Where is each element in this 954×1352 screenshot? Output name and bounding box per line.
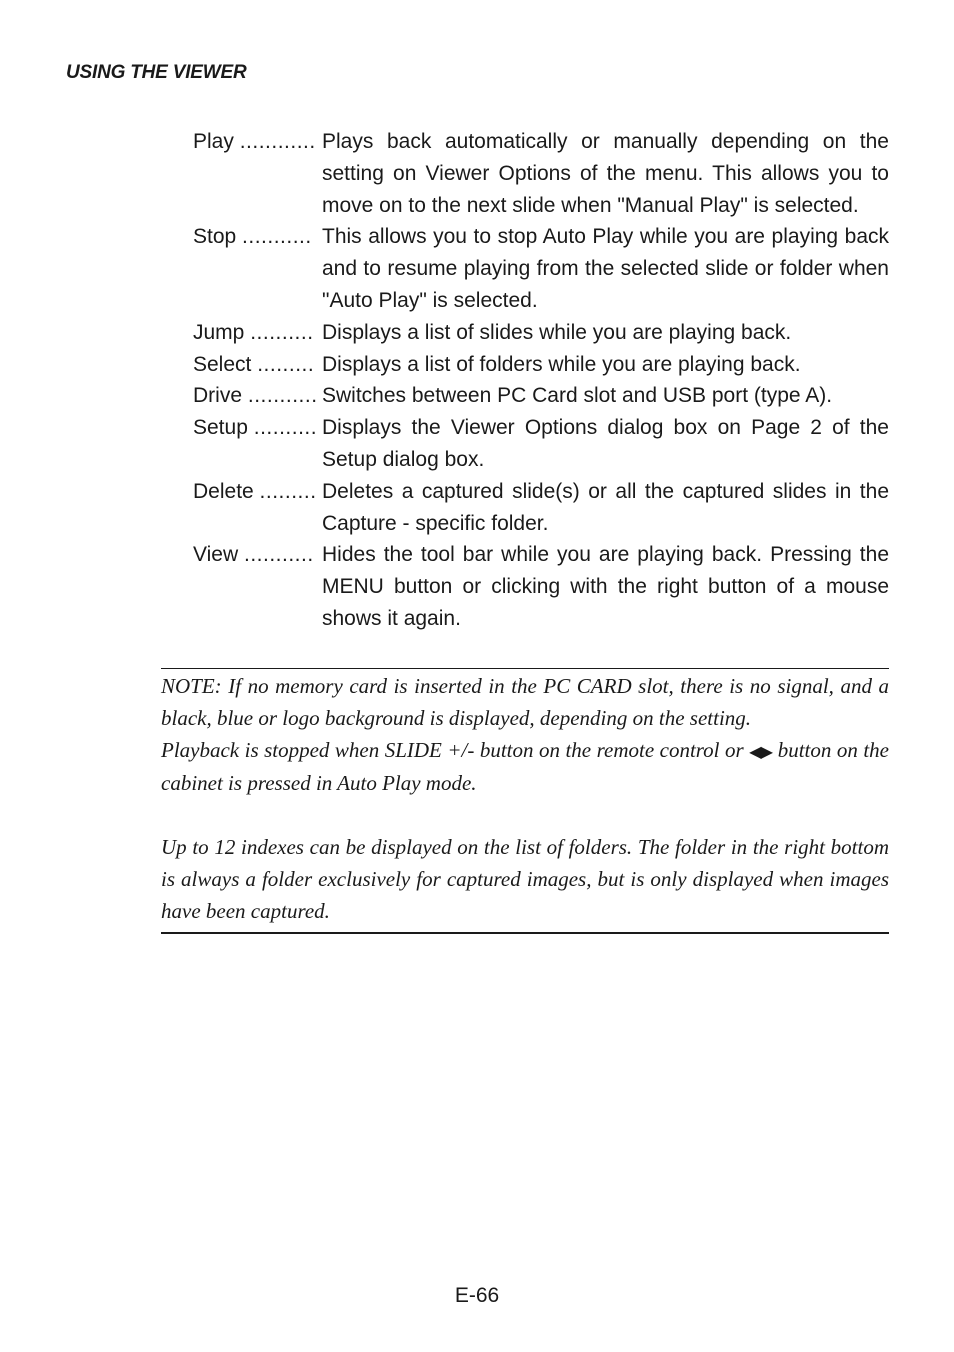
term-label: Jump xyxy=(193,320,245,344)
definition-list xyxy=(193,126,889,635)
definition-row-stop xyxy=(193,221,889,316)
definition-row-play xyxy=(193,126,889,221)
note-paragraph-playback xyxy=(161,735,889,801)
term-description: Displays a list of folders while you are playing back. xyxy=(322,352,801,376)
leader-dots: ........... xyxy=(243,543,314,567)
leader-dots: .......... xyxy=(250,320,314,344)
term-cell xyxy=(193,221,322,316)
definition-row-setup xyxy=(193,412,889,476)
left-right-arrows-icon: ◀▶ xyxy=(749,743,773,761)
term-cell xyxy=(193,476,322,540)
leader-dots: ........... xyxy=(247,384,318,408)
definition-row-jump xyxy=(193,317,889,349)
term-cell xyxy=(193,539,322,634)
term-description: Switches between PC Card slot and USB port (type A). xyxy=(322,384,833,408)
term-description: Plays back automatically or manually depending on the setting on Viewer Options of the menu. This allows you to move on to the next slide when "Manual Play" is selected. xyxy=(322,130,889,217)
note-box xyxy=(161,668,889,934)
term-label: View xyxy=(193,543,239,567)
leader-dots: ........... xyxy=(242,225,312,249)
term-label: Delete xyxy=(193,479,254,503)
term-cell xyxy=(193,317,322,349)
leader-dots: ......... xyxy=(257,352,315,376)
term-cell xyxy=(193,126,322,221)
section-title: USING THE VIEWER xyxy=(66,62,247,83)
leader-dots: .......... xyxy=(253,416,318,440)
term-description: This allows you to stop Auto Play while you are playing back and to resume playing from the selected slide or folder when "Auto Play" is selected. xyxy=(322,225,889,312)
term-label: Drive xyxy=(193,384,243,408)
note-paragraph-memory-card: NOTE: If no memory card is inserted in the PC CARD slot, there is no signal, and a black, blue or logo background is displayed, depending on the setting. xyxy=(161,674,889,730)
term-label: Play xyxy=(193,130,234,153)
page-number: E-66 xyxy=(454,1284,500,1307)
definition-row-view xyxy=(193,539,889,634)
definition-row-drive xyxy=(193,380,889,412)
term-cell xyxy=(193,349,322,381)
term-description: Displays a list of slides while you are playing back. xyxy=(322,320,792,344)
note-paragraph-indexes: Up to 12 indexes can be displayed on the list of folders. The folder in the right bottom is always a folder exclusively for captured images, but is only displayed when images have been captured. xyxy=(161,835,889,923)
note-playback-text-end: button on the cabinet is pressed in Auto Play mode. xyxy=(161,737,890,796)
term-cell xyxy=(193,412,322,476)
term-label: Setup xyxy=(193,416,248,440)
definition-row-select xyxy=(193,349,889,381)
note-playback-text-start: Playback is stopped when SLIDE +/- button on the remote control or xyxy=(161,737,750,762)
leader-dots: ............ xyxy=(239,130,316,153)
term-description: Deletes a captured slide(s) or all the captured slides in the Capture - specific folder. xyxy=(322,479,889,535)
term-label: Select xyxy=(193,352,252,376)
leader-dots: ......... xyxy=(259,479,317,503)
term-cell xyxy=(193,380,322,412)
definition-row-delete xyxy=(193,476,889,540)
term-label: Stop xyxy=(193,225,237,249)
term-description: Hides the tool bar while you are playing back. Pressing the MENU button or clicking with the right button of a mouse shows it again. xyxy=(322,543,889,630)
term-description: Displays the Viewer Options dialog box on Page 2 of the Setup dialog box. xyxy=(322,416,889,471)
